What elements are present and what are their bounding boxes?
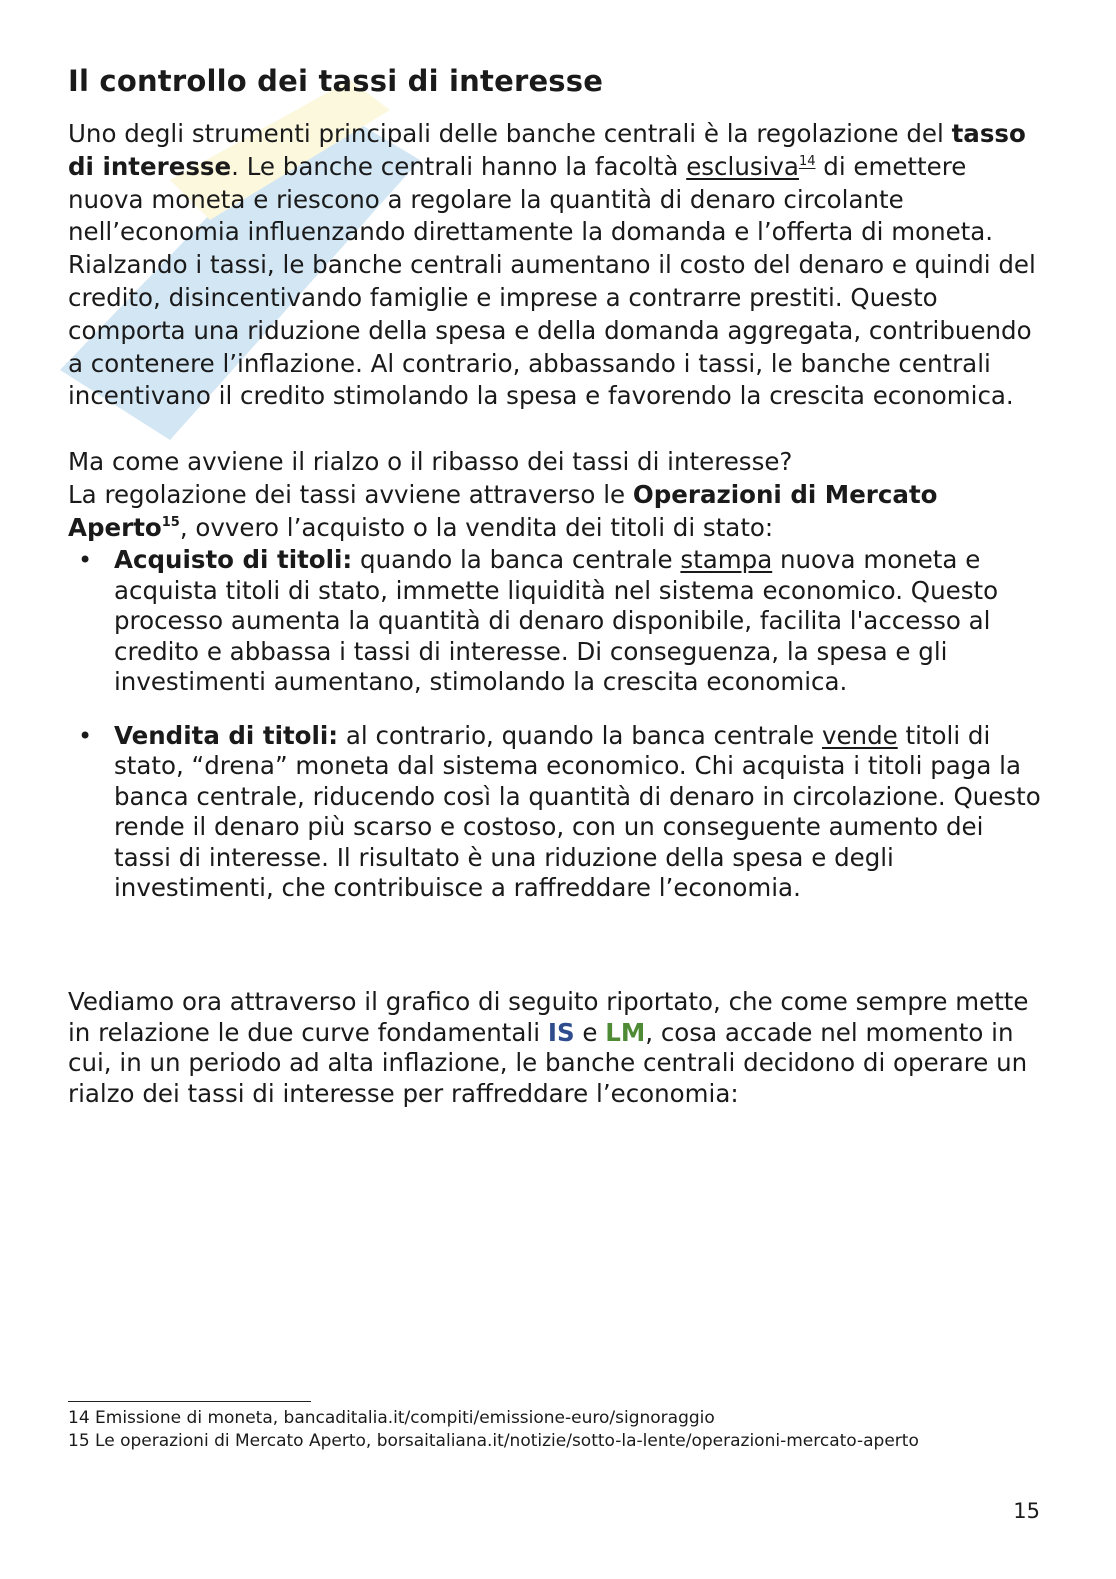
- intro-paragraph: Uno degli strumenti principali delle banche centrali è la regolazione del tasso di interesse. Le banche centrali hanno la facoltà esclusiva$^{14}$ di emettere nuova moneta e riescono a regolare la quantità di denaro circolante nell’economia influenzando direttamente la domanda e l’offerta di moneta. Rialzando i tassi, le banche centrali aumentano il costo del denaro e quindi del credito, disincentivando famiglie e imprese a contrarre prestiti. Questo comporta una riduzione della spesa e della domanda aggregata, contribuendo a contenere l’inflazione. Al contrario, abbassando i tassi, le banche centrali incentivano il credito stimolando la spesa e favorendo la crescita economica.: [68, 119, 1036, 411]
- footnotes: [68, 1407, 1068, 1452]
- is-label: IS: [547, 1017, 575, 1047]
- list-item: • Acquisto di titoli: quando la banca centrale stampa nuova moneta e acquista titoli di stato, immette liquidità nel sistema economico. Questo processo aumenta la quantità di denaro disponibile, facilita l'accesso al credito e abbassa i tassi di interesse. Di conseguenza, la spesa e gli investimenti aumentano, stimolando la crescita economica.: [78, 545, 999, 696]
- footnote-ref-14[interactable]: 14: [798, 153, 816, 169]
- bullet-list: [68, 545, 1048, 927]
- underlined-term: esclusiva: [686, 151, 799, 181]
- footnote-ref-15[interactable]: 15: [161, 514, 180, 530]
- operations-paragraph: La regolazione dei tassi avviene attraverso le Operazioni di Mercato Aperto$^{15}$, ovvero l’acquisto o la vendita dei titoli di stato:: [68, 480, 938, 542]
- bold-term: Operazioni di Mercato Aperto$^{15}$: [68, 480, 938, 542]
- question-paragraph: Ma come avviene il rialzo o il ribasso dei tassi di interesse?: [68, 447, 793, 476]
- list-item: • Vendita di titoli: al contrario, quando la banca centrale vende titoli di stato, “drena” moneta dal sistema economico. Chi acquista i titoli paga la banca centrale, riducendo così la quantità di denaro in circolazione. Questo rende il denaro più scarso e costoso, con un conseguente aumento dei tassi di interesse. Il risultato è una riduzione della spesa e degli investimenti, che contribuisce a raffreddare l’economia.: [78, 720, 1041, 902]
- footnote-14: 14 Emissione di moneta, bancaditalia.it/compiti/emissione-euro/signoraggio: [68, 1408, 715, 1428]
- footnote-15: 15 Le operazioni di Mercato Aperto, borsaitaliana.it/notizie/sotto-la-lente/operazioni-mercato-aperto: [68, 1430, 919, 1451]
- lm-label: LM: [605, 1017, 646, 1047]
- bullet-icon: •: [78, 721, 93, 750]
- footnote-divider: [68, 1401, 311, 1402]
- bullet-icon: •: [78, 546, 93, 574]
- bold-term: tasso di interesse: [68, 119, 1026, 181]
- section-title: Il controllo dei tassi di interesse: [68, 64, 604, 98]
- page-number: 15: [1013, 1499, 1040, 1523]
- graph-intro-paragraph: Vediamo ora attraverso il grafico di seguito riportato, che come sempre mette in relazione le due curve fondamentali IS e LM, cosa accade nel momento in cui, in un periodo ad alta inflazione, le banche centrali decidono di operare un rialzo dei tassi di interesse per raffreddare l’economia:: [68, 987, 1029, 1108]
